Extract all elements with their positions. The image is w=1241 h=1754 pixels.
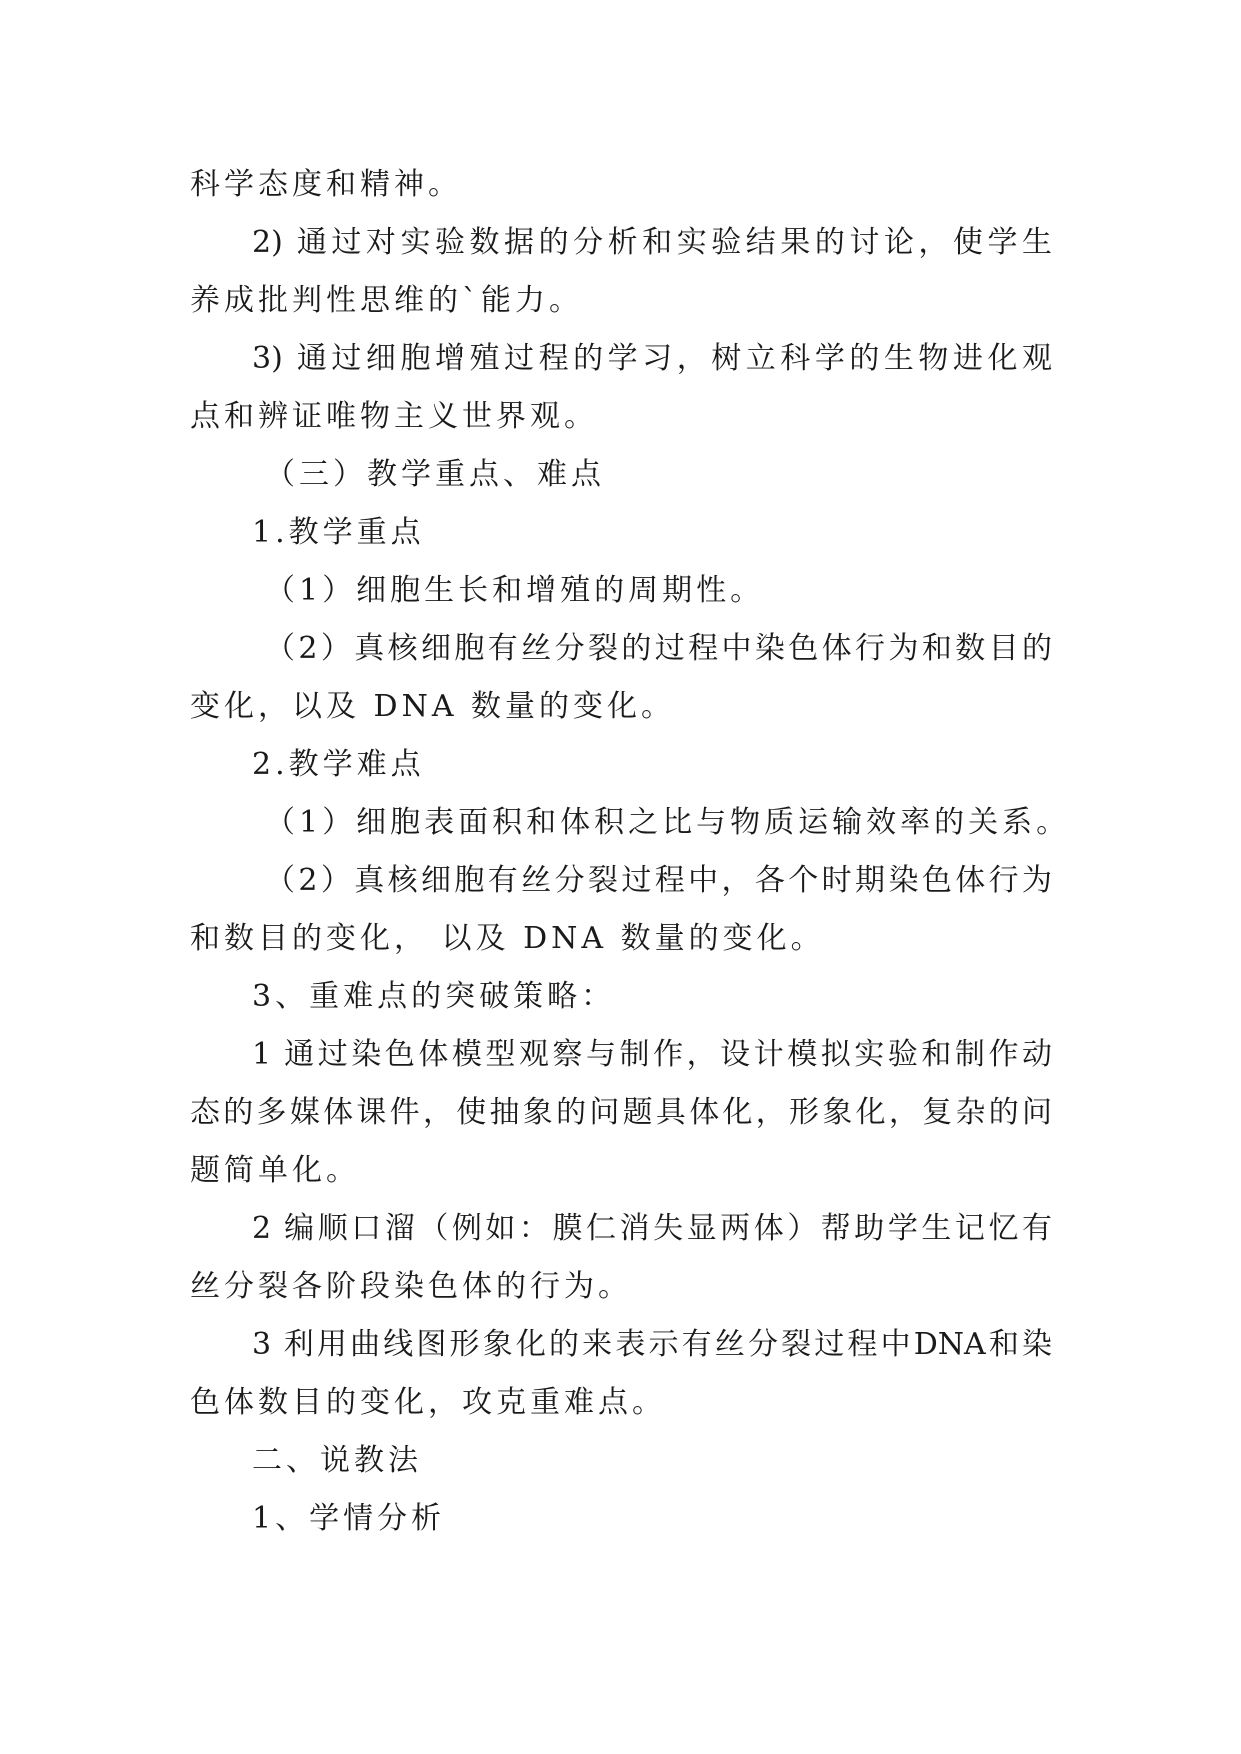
paragraph-line: 2 编顺口溜（例如：膜仁消失显两体）帮助学生记忆有 xyxy=(252,1211,1052,1246)
subsection-heading: 1、学情分析 xyxy=(252,1501,446,1536)
subsection-heading: 3、重难点的突破策略： xyxy=(252,979,616,1014)
paragraph-line: 2) 通过对实验数据的分析和实验结果的讨论，使学生 xyxy=(252,225,1052,260)
paragraph-line: 3) 通过细胞增殖过程的学习，树立科学的生物进化观 xyxy=(252,341,1052,376)
paragraph-line: 3 利用曲线图形象化的来表示有丝分裂过程中DNA和染 xyxy=(252,1327,1052,1362)
subsection-heading: 1.教学重点 xyxy=(252,515,425,550)
list-item: （2）真核细胞有丝分裂过程中，各个时期染色体行为 xyxy=(265,863,1052,898)
section-heading: （三）教学重点、难点 xyxy=(265,457,605,492)
paragraph-line: 态的多媒体课件，使抽象的问题具体化，形象化，复杂的问 xyxy=(190,1095,1052,1130)
subsection-heading: 2.教学难点 xyxy=(252,747,425,782)
paragraph-line: 和数目的变化， 以及 DNA 数量的变化。 xyxy=(190,921,825,956)
paragraph-line: 题简单化。 xyxy=(190,1153,360,1188)
paragraph-line: 点和辨证唯物主义世界观。 xyxy=(190,399,598,434)
list-item: （2）真核细胞有丝分裂的过程中染色体行为和数目的 xyxy=(265,631,1052,666)
paragraph-line: 科学态度和精神。 xyxy=(190,167,462,202)
paragraph-line: 色体数目的变化，攻克重难点。 xyxy=(190,1385,666,1420)
section-heading: 二、说教法 xyxy=(252,1443,422,1478)
paragraph-line: 变化，以及 DNA 数量的变化。 xyxy=(190,689,676,724)
paragraph-line: 1 通过染色体模型观察与制作，设计模拟实验和制作动 xyxy=(252,1037,1052,1072)
list-item: （1）细胞生长和增殖的周期性。 xyxy=(265,573,765,608)
document-page xyxy=(190,156,1071,1548)
list-item: （1）细胞表面积和体积之比与物质运输效率的关系。 xyxy=(265,805,1071,840)
paragraph-line: 养成批判性思维的`能力。 xyxy=(190,283,583,318)
paragraph-line: 丝分裂各阶段染色体的行为。 xyxy=(190,1269,632,1304)
